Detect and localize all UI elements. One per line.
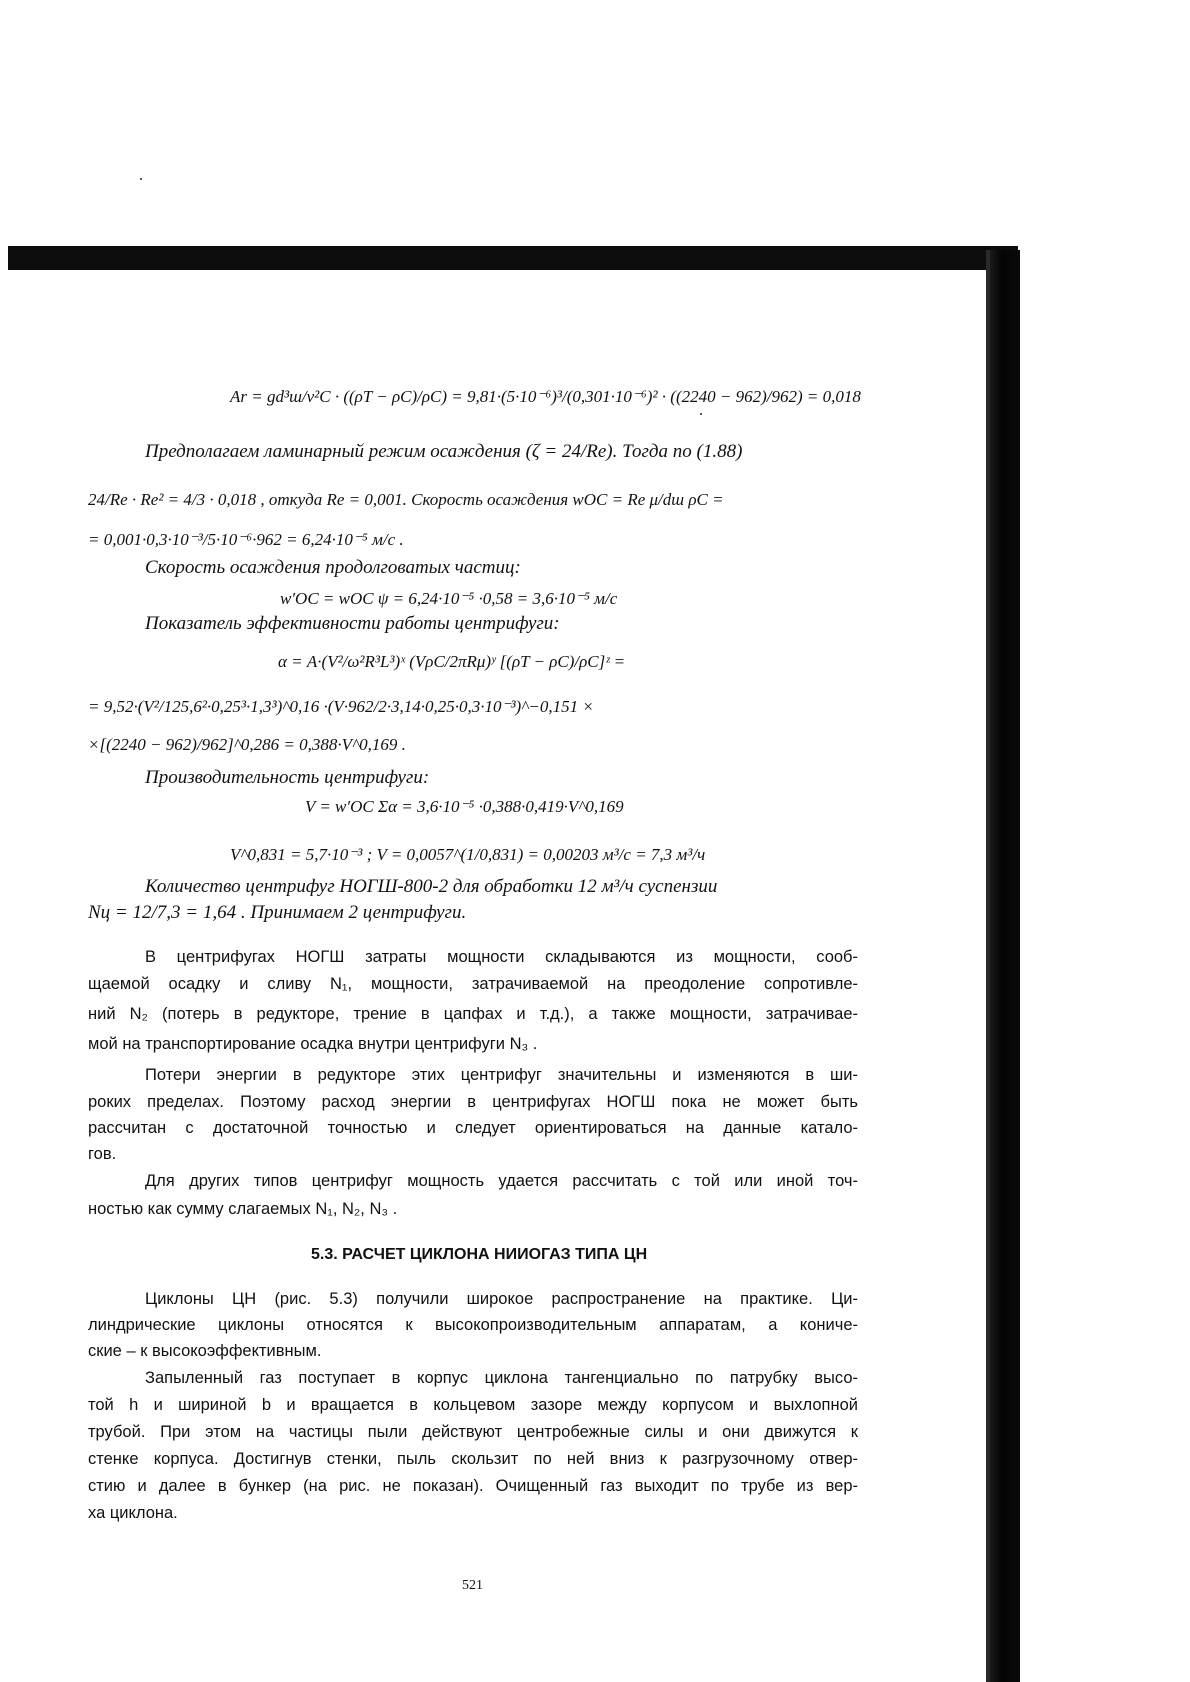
para5-line6: ха циклона.	[88, 1504, 178, 1522]
para1-line4: мой на транспортирование осадка внутри центрифуги N₃ .	[88, 1035, 538, 1053]
para2-line4: гов.	[88, 1145, 117, 1163]
para3-line2: ностью как сумму слагаемых N₁, N₂, N₃ .	[88, 1200, 398, 1218]
para5-line5: стию и далее в бункер (на рис. не показан). Очищенный газ выходит по трубе из вер-	[88, 1477, 858, 1495]
page-number: 521	[462, 1578, 483, 1593]
text-centrifuge-count-2: Nц = 12/7,3 = 1,64 . Принимаем 2 центрифуги.	[88, 902, 467, 923]
para5-line4: стенке корпуса. Достигнув стенки, пыль скользит по ней вниз к разгрузочному отвер-	[88, 1450, 858, 1468]
formula-settling-velocity: = 0,001·0,3·10⁻³/5·10⁻⁶·962 = 6,24·10⁻⁵ м/с .	[88, 530, 404, 549]
para2-line2: роких пределах. Поэтому расход энергии в центрифугах НОГШ пока не может быть	[88, 1093, 858, 1111]
para4-line1: Циклоны ЦН (рис. 5.3) получили широкое распространение на практике. Ци-	[145, 1290, 858, 1308]
para1-line3: ний N₂ (потерь в редукторе, трение в цапфах и т.д.), а также мощности, затрачивае-	[88, 1005, 858, 1023]
scan-speck	[700, 413, 702, 415]
scan-right-border	[990, 250, 1020, 1682]
para5-line1: Запыленный газ поступает в корпус циклона тангенциально по патрубку высо-	[145, 1369, 858, 1387]
para4-line3: ские – к высокоэффективным.	[88, 1342, 322, 1360]
formula-oblong-velocity: w′OC = wOC ψ = 6,24·10⁻⁵ ·0,58 = 3,6·10⁻⁵ м/с	[280, 589, 618, 608]
formula-reynolds: 24/Re · Re² = 4/3 · 0,018 , откуда Re = 0,001. Скорость осаждения wOC = Re μ/dш ρC =	[88, 490, 724, 509]
para5-line3: трубой. При этом на частицы пыли действуют центробежные силы и они движутся к	[88, 1423, 858, 1441]
formula-archimedes: Ar = gd³ш/ν²C · ((ρT − ρC)/ρC) = 9,81·(5·10⁻⁶)³/(0,301·10⁻⁶)² · ((2240 − 962)/962) = 0,018	[230, 387, 861, 406]
text-efficiency-index: Показатель эффективности работы центрифуги:	[145, 613, 560, 634]
para1-line2: щаемой осадку и сливу N₁, мощности, затрачиваемой на преодоление сопротивле-	[88, 975, 858, 993]
section-heading: 5.3. РАСЧЕТ ЦИКЛОНА НИИОГАЗ ТИПА ЦН	[311, 1246, 648, 1263]
formula-alpha-1: α = A·(V²/ω²R³L³)ˣ (VρC/2πRμ)ʸ [(ρT − ρC)/ρC]ᶻ =	[278, 652, 626, 671]
scan-top-border	[8, 246, 1018, 270]
para2-line1: Потери энергии в редукторе этих центрифуг значительны и изменяются в ши-	[145, 1066, 858, 1084]
para1-line1: В центрифугах НОГШ затраты мощности складываются из мощности, сооб-	[145, 948, 858, 966]
formula-productivity-1: V = w′OC Σα = 3,6·10⁻⁵ ·0,388·0,419·V^0,169	[305, 797, 624, 816]
formula-alpha-3: ×[(2240 − 962)/962]^0,286 = 0,388·V^0,169 .	[88, 735, 406, 754]
para5-line2: той h и шириной b и вращается в кольцевом зазоре между корпусом и выхлопной	[88, 1396, 858, 1414]
formula-alpha-2: = 9,52·(V²/125,6²·0,25³·1,3³)^0,16 ·(V·962/2·3,14·0,25·0,3·10⁻³)^−0,151 ×	[88, 697, 594, 716]
para2-line3: рассчитан с достаточной точностью и следует ориентироваться на данные катало-	[88, 1119, 858, 1137]
para4-line2: линдрические циклоны относятся к высокопроизводительным аппаратам, а кониче-	[88, 1316, 858, 1334]
text-laminar-assumption: Предполагаем ламинарный режим осаждения (ζ = 24/Re). Тогда по (1.88)	[145, 441, 743, 462]
text-productivity: Производительность центрифуги:	[145, 767, 430, 788]
para3-line1: Для других типов центрифуг мощность удается рассчитать с той или иной точ-	[145, 1172, 858, 1190]
text-oblong-particles: Скорость осаждения продолговатых частиц:	[145, 557, 521, 578]
formula-productivity-2: V^0,831 = 5,7·10⁻³ ; V = 0,0057^(1/0,831) = 0,00203 м³/с = 7,3 м³/ч	[230, 845, 706, 864]
text-centrifuge-count-1: Количество центрифуг НОГШ-800-2 для обработки 12 м³/ч суспензии	[145, 876, 718, 897]
scan-speck	[140, 178, 142, 180]
